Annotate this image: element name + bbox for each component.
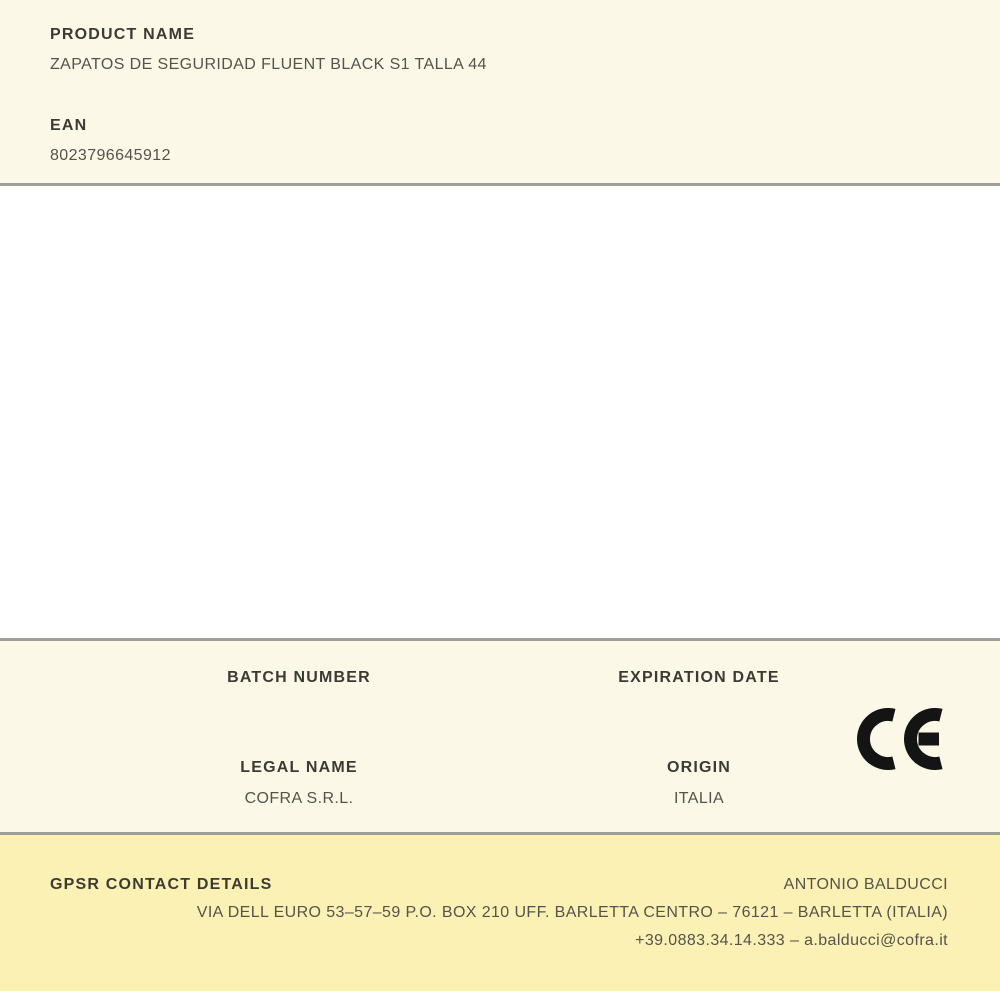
details-column-left (99, 669, 499, 807)
gpsr-contact-phone-email: +39.0883.34.14.333 – a.balducci@cofra.it (635, 932, 948, 949)
gpsr-contact-section (0, 835, 1000, 991)
product-name-value: ZAPATOS DE SEGURIDAD FLUENT BLACK S1 TALLA 44 (50, 56, 487, 73)
ean-label: EAN (50, 117, 88, 134)
details-column-right (499, 669, 899, 807)
batch-number-label: BATCH NUMBER (227, 669, 371, 686)
product-name-field (50, 26, 950, 73)
ean-field (50, 117, 950, 164)
legal-name-label: LEGAL NAME (240, 759, 358, 776)
ean-value: 8023796645912 (50, 147, 171, 164)
details-columns (99, 669, 899, 807)
gpsr-contact-person: ANTONIO BALDUCCI (783, 876, 948, 893)
origin-label: ORIGIN (666, 759, 732, 776)
gpsr-contact-address: VIA DELL EURO 53–57–59 P.O. BOX 210 UFF. BARLETTA CENTRO – 76121 – BARLETTA (ITALIA) (196, 904, 948, 921)
batch-number-value (99, 700, 499, 717)
gpsr-contact-row (50, 876, 948, 893)
product-image-placeholder (0, 186, 1000, 641)
gpsr-contact-heading: GPSR CONTACT DETAILS (50, 876, 273, 893)
product-header-section (0, 0, 1000, 186)
origin-value: ITALIA (673, 790, 725, 807)
expiration-date-label: EXPIRATION DATE (618, 669, 780, 686)
legal-name-value: COFRA S.R.L. (244, 790, 354, 807)
ce-marking-icon (857, 708, 943, 770)
details-section (0, 641, 1000, 835)
expiration-date-value (499, 700, 899, 717)
product-name-label: PRODUCT NAME (50, 26, 196, 43)
